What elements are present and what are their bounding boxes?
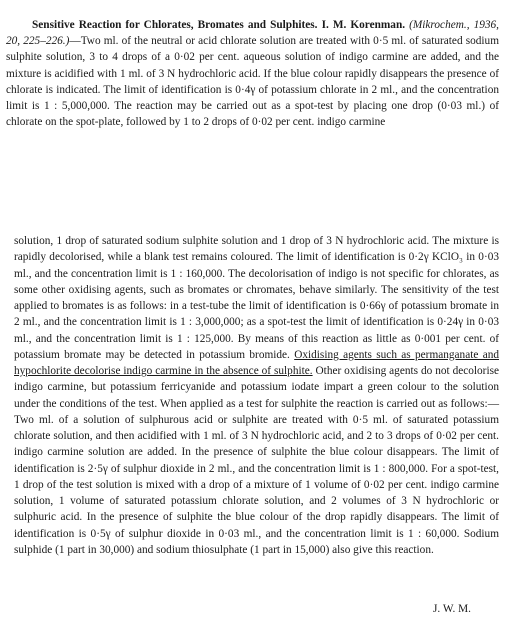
article-author: I. M. Korenman.	[321, 19, 406, 31]
underlined-sentence: Oxidising agents such as permanganate and hypochlorite decolorise indigo carmine in the absence of sulphite.	[14, 348, 499, 377]
paragraph-2-body-start: solution, 1 drop of saturated sodium sulphite solution and 1 drop of 3 N hydrochloric acid. The mixture is rapidly decolorised, while a blank test remains coloured. The limit of identification is 0·2γ KClO₃ in 0·03 ml., and the concentration limit is 1 : 160,000. The decolorisation of indigo is not specific for chlorates, as some other oxidising agents, such as bromates or chromates, behave similarly. The sensitivity of the test applied to bromates is as follows: in a test-tube the limit of identification is 0·66γ of potassium bromate in 2 ml., and the concentration limit is 1 : 3,000,000; as a spot-test the limit of identification is 0·24γ in 0·03 ml., and the concentration limit is 1 : 125,000. By means of this reaction as little as 0·001 per cent. of potassium bromate may be detected in potassium bromide.	[14, 235, 499, 361]
author-initials: J. W. M.	[433, 603, 471, 615]
paragraph-2-body-end: Other oxidising agents do not decolorise indigo carmine, but potassium ferricyanide and potassium iodate impart a green colour to the solution under the conditions of the test. When applied as a test for sulphite the reaction is carried out as follows:—Two ml. of a solution of sulphurous acid or sulphite are treated with 0·5 ml. of saturated potassium chlorate solution, and then acidified with 1 ml. of 3 N hydrochloric acid, and 2 to 3 drops of 0·02 per cent. indigo carmine solution are added. In the presence of sulphite the blue colour disappears. The limit of identification is 2·5γ of sulphur dioxide in 2 ml., and the concentration limit is 1 : 800,000. For a spot-test, 1 drop of the test solution is mixed with a drop of a mixture of 1 volume of 0·02 per cent. indigo carmine solution, 1 volume of saturated potassium chlorate solution, and 2 volumes of 3 N hydrochloric or sulphuric acid. In the presence of sulphite the blue colour of the drop rapidly disappears. The limit of identification is 0·5γ of sulphur dioxide in 0·03 ml., and the concentration limit is 1 : 60,000. Sodium sulphide (1 part in 30,000) and sodium thiosulphate (1 part in 15,000) also give this reaction.	[14, 365, 499, 556]
paragraph-2	[14, 233, 499, 558]
article-citation: (Mikrochem., 1936, 20, 225–226.)	[6, 19, 499, 48]
article-title: Sensitive Reaction for Chlorates, Bromates and Sulphites.	[32, 19, 318, 31]
paragraph-1	[6, 17, 499, 130]
paragraph-1-body: —Two ml. of the neutral or acid chlorate solution are treated with 0·5 ml. of saturated sodium sulphite solution, 3 to 4 drops of a 0·02 per cent. aqueous solution of indigo carmine are added, and the mixture is acidified with 1 ml. of 3 N hydrochloric acid. If the blue colour rapidly disappears the presence of chlorate is indicated. The limit of identification is 0·4γ of potassium chlorate in 2 ml., and the concentration limit is 1 : 5,000,000. The reaction may be carried out as a spot-test by placing one drop (0·03 ml.) of chlorate on the spot-plate, followed by 1 to 2 drops of 0·02 per cent. indigo carmine	[6, 35, 499, 129]
